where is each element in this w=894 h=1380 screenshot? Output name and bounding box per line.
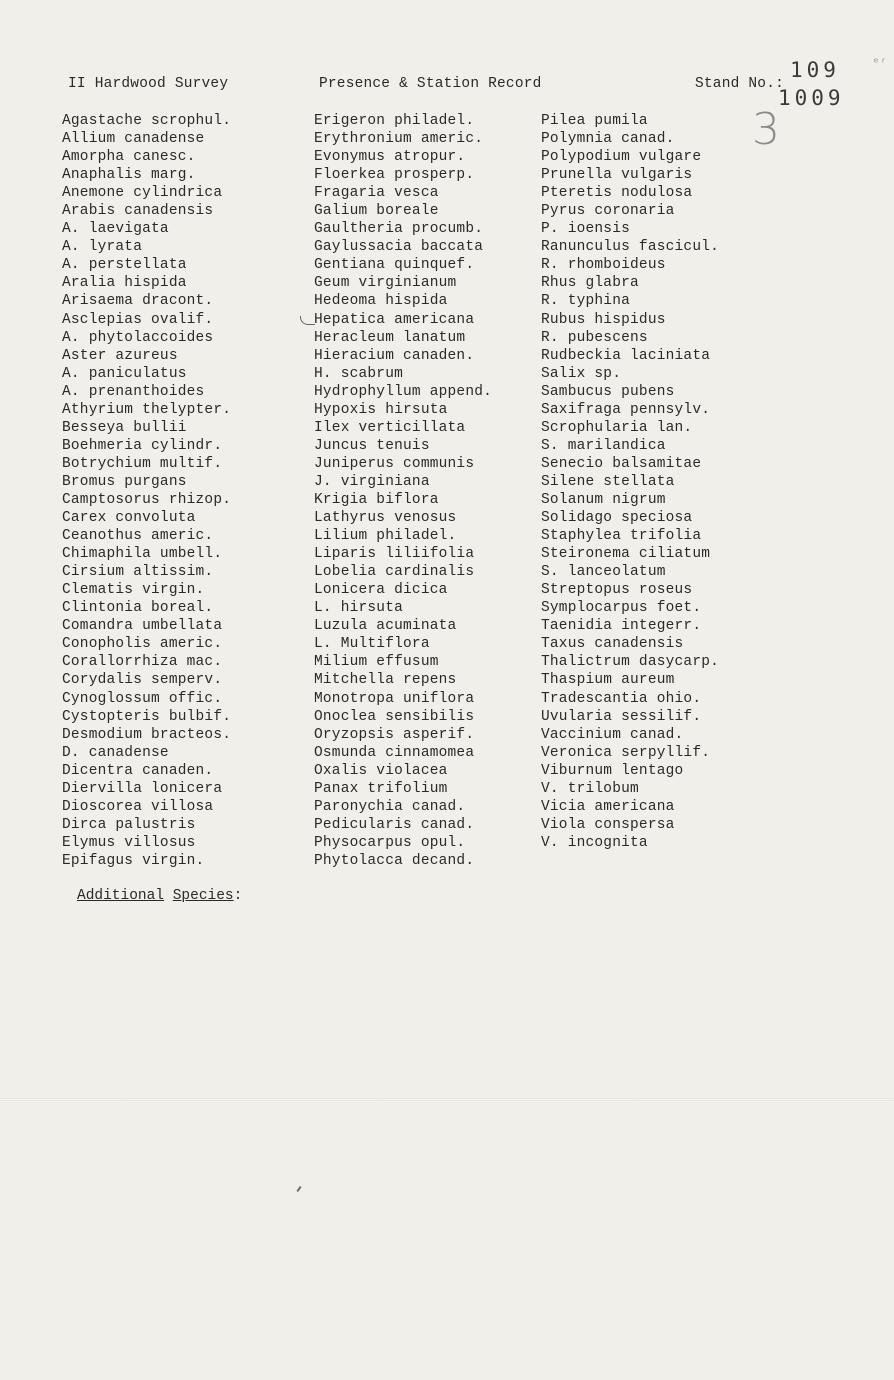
species-entry: Aralia hispida [62,275,187,292]
species-entry: Monotropa uniflora [314,690,475,707]
species-entry: Lathyrus venosus [314,510,457,527]
species-entry: Dirca palustris [62,816,196,833]
species-entry: Thalictrum dasycarp. [541,654,720,671]
species-entry: Pedicularis canad. [314,816,475,833]
species-entry: Besseya bullii [62,419,187,436]
species-entry: Conopholis americ. [62,636,223,653]
species-entry: Silene stellata [541,473,675,490]
species-entry: Pyrus coronaria [541,203,675,220]
species-entry: Cynoglossum offic. [62,690,223,707]
species-entry: Botrychium multif. [62,455,223,472]
colon: : [233,888,243,904]
species-entry: Panax trifolium [314,780,448,797]
handwritten-stand-number: 109 [790,58,840,82]
species-entry: A. phytolaccoides [62,329,214,346]
species-entry: Dicentra canaden. [62,762,214,779]
species-entry: Evonymus atropur. [314,149,466,166]
species-entry: A. perstellata [62,257,187,274]
species-entry: Milium effusum [314,654,439,671]
species-entry: Krigia biflora [314,491,439,508]
species-entry: Vicia americana [541,798,675,815]
species-entry: Paronychia canad. [314,798,466,815]
species-entry: Floerkea prosperp. [314,167,475,184]
species-entry: Anaphalis marg. [62,167,196,184]
species-entry: Uvularia sessilif. [541,708,702,725]
species-entry: Hieracium canaden. [314,347,475,364]
species-entry: Geum virginianum [314,275,457,292]
species-entry: A. paniculatus [62,365,187,382]
species-entry: Gentiana quinquef. [314,257,475,274]
species-entry: Mitchella repens [314,672,457,689]
corner-pencil-mark: ᵉʳ [872,56,888,71]
species-entry: Erigeron philadel. [314,113,475,129]
additional-word: Additional [77,888,165,904]
species-entry: Asclepias ovalif. [62,311,214,328]
species-entry: Luzula acuminata [314,618,457,635]
species-entry: Steironema ciliatum [541,546,711,563]
species-entry: Vaccinium canad. [541,726,684,743]
species-entry: Cystopteris bulbif. [62,708,232,725]
species-entry: Polymnia canad. [541,131,675,148]
species-entry: Chimaphila umbell. [62,546,223,563]
species-entry: V. trilobum [541,780,639,797]
species-entry: Senecio balsamitae [541,455,702,472]
species-column-3 [541,112,719,852]
species-entry: Desmodium bracteos. [62,726,232,743]
species-entry: Oryzopsis asperif. [314,726,475,743]
handwritten-stand-number-alt: 1009 [778,86,845,110]
species-entry: Staphylea trifolia [541,528,702,545]
species-entry: Allium canadense [62,131,205,148]
species-entry: A. laevigata [62,221,169,238]
species-entry: Oxalis violacea [314,762,448,779]
paper-fold-line [0,1098,894,1101]
species-entry: Saxifraga pennsylv. [541,401,711,418]
species-entry: Boehmeria cylindr. [62,437,223,454]
species-entry: Arabis canadensis [62,203,214,220]
species-entry: Solanum nigrum [541,491,666,508]
species-entry: Viola conspersa [541,816,675,833]
species-entry: Dioscorea villosa [62,798,214,815]
species-entry: Bromus purgans [62,473,187,490]
species-entry: Lilium philadel. [314,528,457,545]
species-entry: H. scabrum [314,365,404,382]
species-entry: Taenidia integerr. [541,618,702,635]
species-entry: Sambucus pubens [541,383,675,400]
species-entry: Juniperus communis [314,455,475,472]
species-entry: Pilea pumila [541,113,648,129]
species-entry: A. prenanthoides [62,383,205,400]
species-entry: Pteretis nodulosa [541,185,693,202]
species-entry: Rubus hispidus [541,311,666,328]
species-entry: Phytolacca decand. [314,852,475,869]
species-entry: Hypoxis hirsuta [314,401,448,418]
species-entry: R. rhomboideus [541,257,666,274]
species-entry: Lobelia cardinalis [314,564,475,581]
species-entry: Camptosorus rhizop. [62,491,232,508]
species-entry: Osmunda cinnamomea [314,744,475,761]
species-entry: Agastache scrophul. [62,113,232,129]
species-entry: V. incognita [541,834,648,851]
species-entry: Hepatica americana [314,311,475,328]
species-entry: Erythronium americ. [314,131,484,148]
species-entry: Corydalis semperv. [62,672,223,689]
species-entry: Gaylussacia baccata [314,239,484,256]
species-entry: Aster azureus [62,347,178,364]
species-entry: Onoclea sensibilis [314,708,475,725]
species-entry: R. typhina [541,293,631,310]
species-entry: Taxus canadensis [541,636,684,653]
species-entry: Heracleum lanatum [314,329,466,346]
species-entry: Rhus glabra [541,275,639,292]
species-entry: Galium boreale [314,203,439,220]
species-entry: Physocarpus opul. [314,834,466,851]
species-entry: Cirsium altissim. [62,564,214,581]
species-entry: Anemone cylindrica [62,185,223,202]
species-entry: Tradescantia ohio. [541,690,702,707]
species-entry: Scrophularia lan. [541,419,693,436]
species-entry: Salix sp. [541,365,622,382]
record-title: Presence & Station Record [319,76,542,92]
species-entry: Veronica serpyllif. [541,744,711,761]
species-entry: A. lyrata [62,239,143,256]
species-entry: Elymus villosus [62,834,196,851]
species-entry: Solidago speciosa [541,510,693,527]
species-entry: Corallorrhiza mac. [62,654,223,671]
species-entry: Prunella vulgaris [541,167,693,184]
species-entry: Epifagus virgin. [62,852,205,869]
species-entry: Gaultheria procumb. [314,221,484,238]
species-entry: Clematis virgin. [62,582,205,599]
species-entry: Streptopus roseus [541,582,693,599]
species-entry: Lonicera dicica [314,582,448,599]
species-entry: Arisaema dracont. [62,293,214,310]
species-entry: Hydrophyllum append. [314,383,493,400]
species-entry: Ceanothus americ. [62,528,214,545]
species-entry: Amorpha canesc. [62,149,196,166]
species-entry: Liparis liliifolia [314,546,475,563]
additional-species-label [77,888,242,904]
species-word: Species [172,888,234,904]
species-entry: Ilex verticillata [314,419,466,436]
species-entry: Carex convoluta [62,510,196,527]
species-entry: Thaspium aureum [541,672,675,689]
species-entry: S. lanceolatum [541,564,666,581]
species-entry: Viburnum lentago [541,762,684,779]
species-entry: L. Multiflora [314,636,430,653]
handwritten-pencil-number: 3 [752,104,780,155]
species-entry: Hedeoma hispida [314,293,448,310]
species-column-1 [62,112,231,870]
stand-number-label: Stand No.: [695,76,785,92]
pencil-check-icon [300,316,315,325]
species-entry: Athyrium thelypter. [62,401,232,418]
pencil-stray-mark [296,1186,301,1192]
species-entry: Diervilla lonicera [62,780,223,797]
species-entry: J. virginiana [314,473,430,490]
species-column-2 [314,112,492,870]
species-entry: Juncus tenuis [314,437,430,454]
species-entry: S. marilandica [541,437,666,454]
species-entry: R. pubescens [541,329,648,346]
species-entry: L. hirsuta [314,600,404,617]
species-entry: D. canadense [62,744,169,761]
species-entry: Comandra umbellata [62,618,223,635]
species-entry: Ranunculus fascicul. [541,239,720,256]
species-entry: P. ioensis [541,221,631,238]
species-entry: Rudbeckia laciniata [541,347,711,364]
species-entry: Symplocarpus foet. [541,600,702,617]
survey-title: II Hardwood Survey [68,76,229,92]
species-entry: Clintonia boreal. [62,600,214,617]
species-entry: Fragaria vesca [314,185,439,202]
species-entry: Polypodium vulgare [541,149,702,166]
